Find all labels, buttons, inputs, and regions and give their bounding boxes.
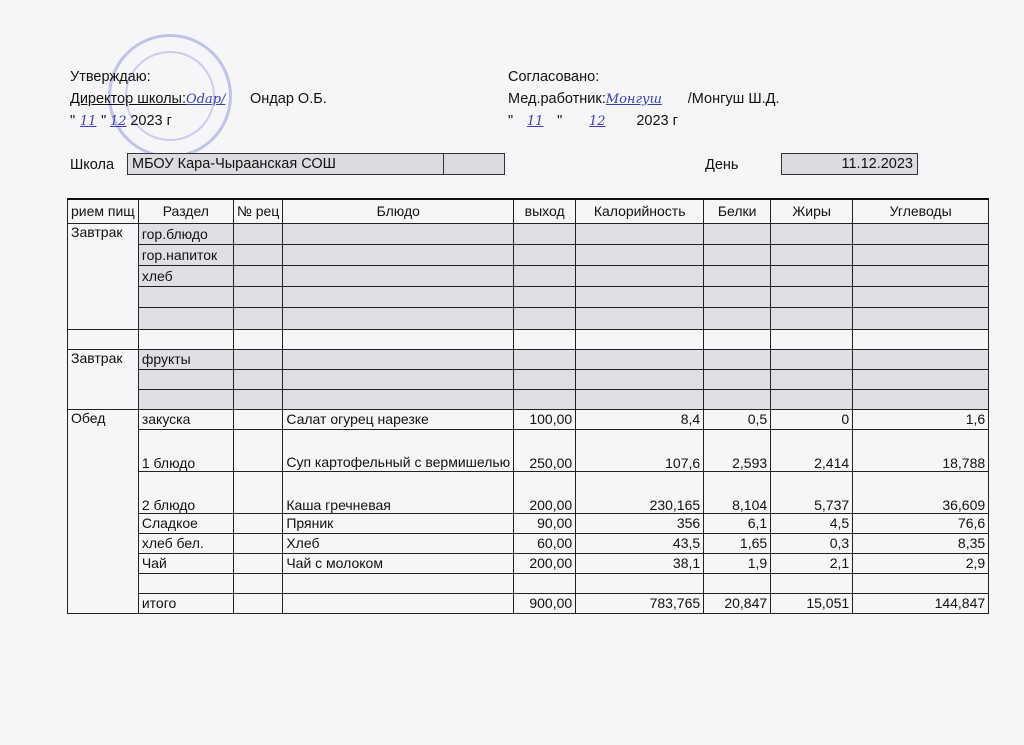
agree-month: 12 xyxy=(589,114,606,129)
col-header-fat: Жиры xyxy=(771,199,853,223)
table-row xyxy=(68,533,989,553)
total-protein: 20,847 xyxy=(704,593,771,613)
meal-cell: Обед xyxy=(68,409,139,613)
fat-cell: 0,3 xyxy=(771,533,853,553)
section-cell: Сладкое xyxy=(138,513,233,533)
section-cell: гор.напиток xyxy=(138,244,233,265)
table-row xyxy=(68,471,989,513)
section-cell: фрукты xyxy=(138,349,233,369)
table-row xyxy=(68,308,989,329)
output-cell: 100,00 xyxy=(514,409,576,429)
table-row xyxy=(68,244,989,265)
carbs-cell: 1,6 xyxy=(853,409,989,429)
col-header-carbs: Углеводы xyxy=(853,199,989,223)
protein-cell: 8,104 xyxy=(704,471,771,513)
table-row xyxy=(68,223,989,244)
carbs-cell: 36,609 xyxy=(853,471,989,513)
calories-cell: 356 xyxy=(576,513,704,533)
calories-cell: 43,5 xyxy=(576,533,704,553)
table-row xyxy=(68,389,989,409)
agree-day: 11 xyxy=(526,114,544,129)
agree-year: 2023 г xyxy=(636,113,678,129)
carbs-cell: 2,9 xyxy=(853,553,989,573)
agree-block: Согласовано: Мед.работник:Монгуш /Монгуш Ш.Д. " 11 " 12 2023 г xyxy=(508,66,780,132)
col-header-recipe: № рец xyxy=(233,199,283,223)
table-header-row xyxy=(68,199,989,223)
section-cell: 2 блюдо xyxy=(138,471,233,513)
fat-cell: 4,5 xyxy=(771,513,853,533)
table-row xyxy=(68,553,989,573)
dish-cell: Суп картофельный с вермишелью xyxy=(283,429,514,471)
output-cell: 90,00 xyxy=(514,513,576,533)
total-carbs: 144,847 xyxy=(853,593,989,613)
total-row xyxy=(68,593,989,613)
col-header-section: Раздел xyxy=(138,199,233,223)
meal-cell: Завтрак xyxy=(68,223,139,329)
section-cell xyxy=(138,573,233,593)
calories-cell: 230,165 xyxy=(576,471,704,513)
protein-cell: 2,593 xyxy=(704,429,771,471)
carbs-cell: 8,35 xyxy=(853,533,989,553)
section-cell xyxy=(138,389,233,409)
director-signature: Odap/ xyxy=(186,92,226,107)
total-calories: 783,765 xyxy=(576,593,704,613)
carbs-cell: 18,788 xyxy=(853,429,989,471)
fat-cell: 5,737 xyxy=(771,471,853,513)
dish-cell: Салат огурец нарезке xyxy=(283,409,514,429)
day-value: 11.12.2023 xyxy=(781,153,918,175)
output-cell: 200,00 xyxy=(514,553,576,573)
menu-table xyxy=(67,198,989,614)
total-output: 900,00 xyxy=(514,593,576,613)
table-row xyxy=(68,329,989,349)
table-row xyxy=(68,349,989,369)
med-label: Мед.работник: xyxy=(508,91,606,107)
fat-cell: 2,414 xyxy=(771,429,853,471)
table-row xyxy=(68,429,989,471)
output-cell: 250,00 xyxy=(514,429,576,471)
section-cell: гор.блюдо xyxy=(138,223,233,244)
dish-cell: Пряник xyxy=(283,513,514,533)
table-row xyxy=(68,513,989,533)
agree-title: Согласовано: xyxy=(508,69,600,85)
director-name: Ондар О.Б. xyxy=(250,91,327,107)
med-name: /Монгуш Ш.Д. xyxy=(687,91,780,107)
approve-block: Утверждаю: Директор школы:Odap/ Ондар О.Б. " 11 " 12 2023 г xyxy=(70,66,327,132)
fat-cell: 2,1 xyxy=(771,553,853,573)
dish-cell: Чай с молоком xyxy=(283,553,514,573)
total-fat: 15,051 xyxy=(771,593,853,613)
col-header-meal: рием пищ xyxy=(68,199,139,223)
protein-cell: 1,9 xyxy=(704,553,771,573)
director-label: Директор школы: xyxy=(70,91,186,107)
col-header-output: выход xyxy=(514,199,576,223)
meal-cell: Завтрак xyxy=(68,349,139,409)
col-header-dish: Блюдо xyxy=(283,199,514,223)
table-row xyxy=(68,287,989,308)
fat-cell: 0 xyxy=(771,409,853,429)
section-cell xyxy=(138,369,233,389)
table-row xyxy=(68,409,989,429)
section-cell: 1 блюдо xyxy=(138,429,233,471)
table-row xyxy=(68,265,989,286)
dish-cell: Каша гречневая xyxy=(283,471,514,513)
approve-title: Утверждаю: xyxy=(70,69,151,85)
dish-cell: Хлеб xyxy=(283,533,514,553)
table-row xyxy=(68,573,989,593)
day-label: День xyxy=(705,157,739,173)
section-cell: Чай xyxy=(138,553,233,573)
protein-cell: 1,65 xyxy=(704,533,771,553)
section-cell: хлеб xyxy=(138,265,233,286)
protein-cell: 6,1 xyxy=(704,513,771,533)
carbs-cell: 76,6 xyxy=(853,513,989,533)
output-cell: 60,00 xyxy=(514,533,576,553)
section-cell: закуска xyxy=(138,409,233,429)
total-label: итого xyxy=(138,593,233,613)
section-cell: хлеб бел. xyxy=(138,533,233,553)
col-header-calories: Калорийность xyxy=(576,199,704,223)
approve-month: 12 xyxy=(110,114,127,129)
approve-day: 11 xyxy=(79,114,97,129)
calories-cell: 38,1 xyxy=(576,553,704,573)
calories-cell: 107,6 xyxy=(576,429,704,471)
protein-cell: 0,5 xyxy=(704,409,771,429)
med-signature: Монгуш xyxy=(605,92,662,107)
approve-year: 2023 г xyxy=(130,113,172,129)
calories-cell: 8,4 xyxy=(576,409,704,429)
school-label: Школа xyxy=(70,157,115,173)
table-row xyxy=(68,369,989,389)
school-extra-cell xyxy=(443,153,505,175)
section-cell xyxy=(138,308,233,329)
output-cell: 200,00 xyxy=(514,471,576,513)
section-cell xyxy=(138,287,233,308)
school-value: МБОУ Кара-Чыраанская СОШ xyxy=(127,153,444,175)
col-header-protein: Белки xyxy=(704,199,771,223)
